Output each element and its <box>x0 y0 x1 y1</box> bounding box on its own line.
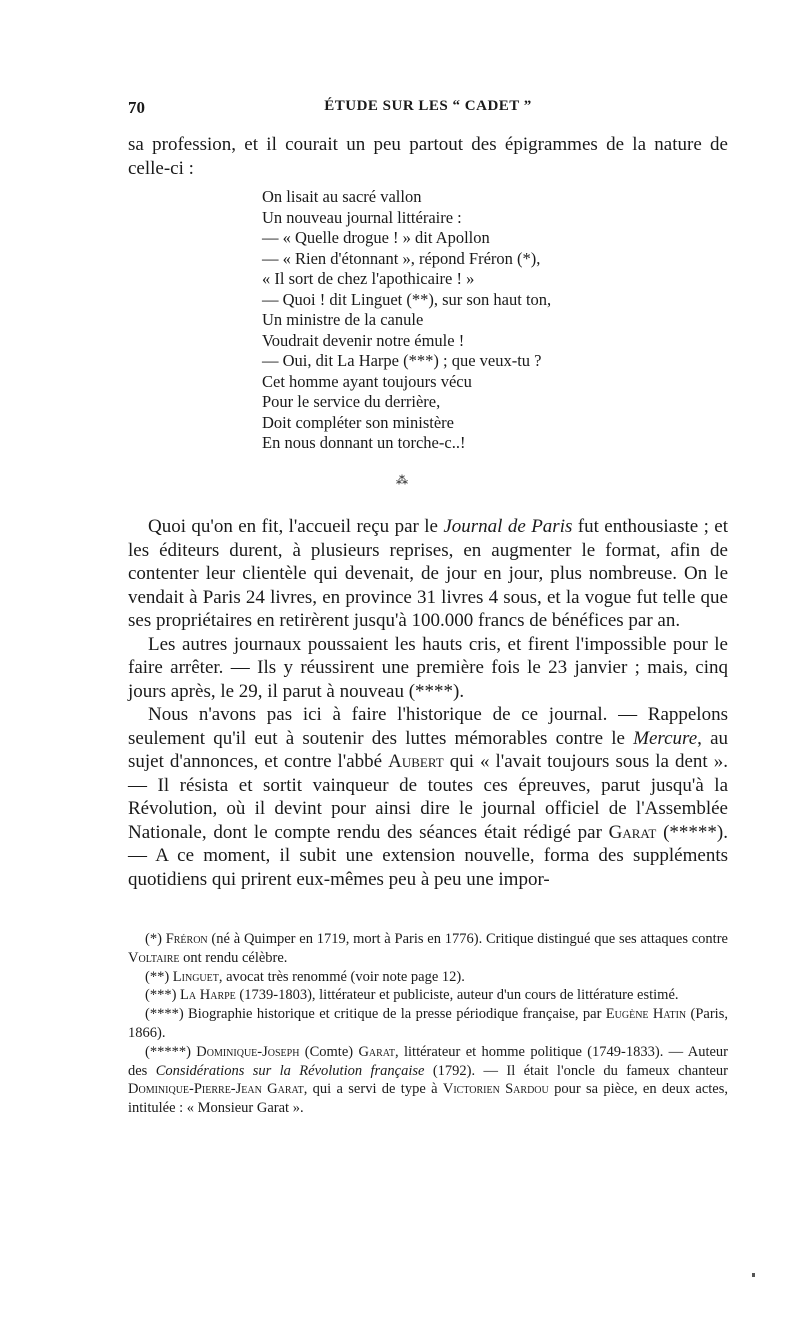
footnote-mark: (*) <box>145 931 166 947</box>
name-hatin: Eugène Hatin <box>605 1006 687 1023</box>
footnote-2 <box>128 968 728 987</box>
name-aubert: Aubert <box>388 751 444 772</box>
verse-line: « Il sort de chez l'apothicaire ! » <box>262 269 475 288</box>
verse-line: Cet homme ayant toujours vécu <box>262 371 472 391</box>
verse-line: Un ministre de la canule <box>262 310 424 329</box>
ink-speck <box>752 1273 755 1277</box>
verse-line: — « Rien d'étonnant », répond Fréron (*), <box>262 248 541 268</box>
footnote-mark: (**) <box>145 968 173 985</box>
text-span: Quoi qu'on en fit, l'accueil reçu par le <box>148 516 444 537</box>
text-span: Biographie historique et critique de la presse périodique française, par <box>188 1006 606 1023</box>
name-garat: Garat <box>358 1043 396 1060</box>
work-title: Considérations sur la Révolution française <box>155 1062 425 1079</box>
text-span: (Comte) <box>299 1043 359 1060</box>
text-span: , avocat très renommé (voir note page 12). <box>218 968 465 985</box>
footnote-1 <box>128 930 728 968</box>
paragraph-journal-success <box>128 515 728 633</box>
name-voltaire: Voltaire <box>128 949 180 966</box>
verse-line: On lisait au sacré vallon <box>262 187 422 206</box>
footnote-mark: (*****) <box>145 1043 197 1060</box>
name-la-harpe: La Harpe <box>180 987 236 1004</box>
text-span: (Paris, 1866). <box>128 1006 728 1041</box>
text-span: qui « l'avait toujours sous la dent ». — Il résista et sortit vainqueur de toutes ces épreuves, parut jusqu'à la Révolution, où il devint pour ainsi dire le journal officiel de l'Assemblée Nationale, dont le compte rendu des séances était rédigé par <box>128 751 728 843</box>
verse-line: Pour le service du derrière, <box>262 392 441 411</box>
text-span: (1792). — Il était l'oncle du fameux chanteur <box>424 1062 729 1079</box>
text-span: , au sujet d'annonces, et contre l'abbé <box>128 727 728 772</box>
verse-line: Voudrait devenir notre émule ! <box>262 330 465 350</box>
asterism: ⁂ <box>396 473 408 487</box>
verse-line: — « Quelle drogue ! » dit Apollon <box>262 228 490 247</box>
name-dominique-joseph: Dominique-Joseph <box>196 1043 300 1060</box>
text-span: (*****). — A ce moment, il subit une extension nouvelle, forma des suppléments quotidiens qui prirent eux-mêmes peu à peu une impor- <box>128 821 728 890</box>
text-span: (1739-1803), littérateur et publiciste, auteur d'un cours de littérature estimé. <box>235 987 679 1004</box>
verse-line: — Oui, dit La Harpe (***) ; que veux-tu ? <box>262 351 542 370</box>
text-span: pour sa pièce, en deux actes, intitulée : « Monsieur Garat ». <box>128 1081 729 1117</box>
journal-title: Journal de Paris <box>443 516 573 537</box>
epigram-verse <box>262 187 551 454</box>
name-garat: Garat <box>608 821 657 843</box>
text-span: Nous n'avons pas ici à faire l'historique de ce journal. — Rappelons seulement qu'il eut à soutenir des luttes mémorables contre le <box>128 704 728 749</box>
running-head <box>128 98 728 120</box>
text-span: (né à Quimper en 1719, mort à Paris en 1776). Critique distingué que ses attaques contre <box>207 931 728 947</box>
footnote-3 <box>128 986 728 1005</box>
running-title: ÉTUDE SUR LES “ CADET ” <box>324 98 532 114</box>
intro-paragraph <box>128 133 728 180</box>
footnote-mark: (***) <box>145 987 181 1004</box>
intro-text: sa profession, et il courait un peu partout des épigrammes de la nature de celle-ci : <box>128 134 728 179</box>
page-number: 70 <box>128 98 145 117</box>
footnote-4 <box>128 1005 728 1043</box>
verse-line: Doit compléter son ministère <box>262 412 454 432</box>
text-span: ont rendu célèbre. <box>179 949 288 966</box>
text-span: fut enthousiaste ; et les éditeurs durent, à plusieurs reprises, en augmenter le format, afin de contenter leur clientèle qui devenait, de jour en jour, plus nombreuse. On le vendait à Paris 24 livres, en province 31 livres 4 sous, et la vogue fut telle que ses propriétaires en retirèrent jusqu'à 100.000 francs de bénéfices par an. <box>128 516 728 631</box>
main-text <box>128 515 728 891</box>
verse-line: Un nouveau journal littéraire : <box>262 207 462 227</box>
paragraph-history <box>128 703 728 891</box>
name-sardou: Victorien Sardou <box>442 1081 549 1098</box>
footnotes <box>128 930 728 1118</box>
text-span: , qui a servi de type à <box>303 1081 443 1098</box>
mercure-title: Mercure <box>633 727 698 749</box>
footnote-5 <box>128 1043 728 1118</box>
name-freron: Fréron <box>165 931 208 947</box>
footnote-mark: (****) <box>145 1006 189 1023</box>
paragraph-journals-protest: Les autres journaux poussaient les hauts cris, et firent l'impossible pour le faire arrêter. — Ils y réussirent une première fois le 23 janvier ; mais, cinq jours après, le 29, il parut à nouveau (****). <box>128 633 728 702</box>
name-linguet: Linguet <box>172 968 219 985</box>
text-span: , littérateur et homme politique (1749-1833). — Auteur des <box>128 1043 728 1079</box>
verse-line: — Quoi ! dit Linguet (**), sur son haut ton, <box>262 289 552 309</box>
verse-line: En nous donnant un torche-c..! <box>262 433 466 452</box>
name-chanteur: Dominique-Pierre-Jean Garat <box>128 1081 304 1098</box>
